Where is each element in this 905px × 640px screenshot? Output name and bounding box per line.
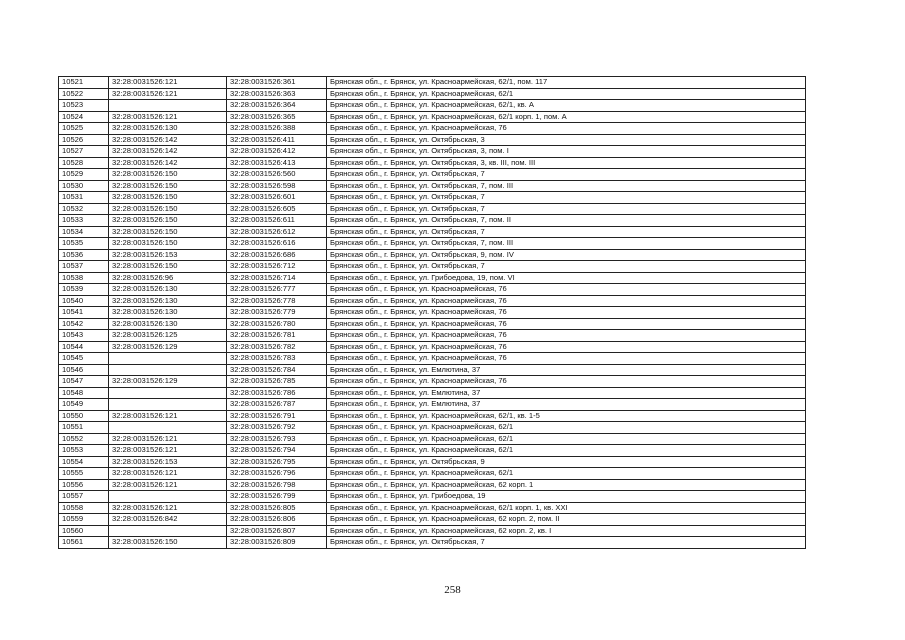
object-number-cell: 32:28:0031526:612 — [227, 226, 327, 238]
object-number-cell: 32:28:0031526:786 — [227, 387, 327, 399]
parcel-number-cell: 32:28:0031526:153 — [109, 249, 227, 261]
row-number-cell: 10550 — [59, 410, 109, 422]
object-number-cell: 32:28:0031526:794 — [227, 445, 327, 457]
table-row — [59, 295, 806, 307]
parcel-number-cell — [109, 399, 227, 411]
object-number-cell: 32:28:0031526:388 — [227, 123, 327, 135]
row-number-cell: 10556 — [59, 479, 109, 491]
parcel-number-cell: 32:28:0031526:150 — [109, 226, 227, 238]
address-cell: Брянская обл., г. Брянск, ул. Красноармейская, 62 корп. 2, кв. I — [327, 525, 806, 537]
row-number-cell: 10540 — [59, 295, 109, 307]
object-number-cell: 32:28:0031526:780 — [227, 318, 327, 330]
parcel-number-cell: 32:28:0031526:121 — [109, 77, 227, 89]
table-row — [59, 249, 806, 261]
parcel-number-cell: 32:28:0031526:121 — [109, 445, 227, 457]
parcel-number-cell: 32:28:0031526:121 — [109, 502, 227, 514]
table-row — [59, 88, 806, 100]
table-row — [59, 514, 806, 526]
object-number-cell: 32:28:0031526:616 — [227, 238, 327, 250]
object-number-cell: 32:28:0031526:605 — [227, 203, 327, 215]
parcel-number-cell — [109, 491, 227, 503]
row-number-cell: 10539 — [59, 284, 109, 296]
address-cell: Брянская обл., г. Брянск, ул. Красноармейская, 76 — [327, 318, 806, 330]
parcel-number-cell: 32:28:0031526:130 — [109, 318, 227, 330]
address-cell: Брянская обл., г. Брянск, ул. Красноармейская, 62/1 — [327, 445, 806, 457]
table-row — [59, 330, 806, 342]
table-row — [59, 456, 806, 468]
row-number-cell: 10552 — [59, 433, 109, 445]
table-row — [59, 387, 806, 399]
address-cell: Брянская обл., г. Брянск, ул. Октябрьская, 7 — [327, 226, 806, 238]
row-number-cell: 10561 — [59, 537, 109, 549]
table-row — [59, 284, 806, 296]
parcel-number-cell: 32:28:0031526:121 — [109, 468, 227, 480]
parcel-number-cell — [109, 353, 227, 365]
address-cell: Брянская обл., г. Брянск, ул. Октябрьская, 7 — [327, 169, 806, 181]
object-number-cell: 32:28:0031526:365 — [227, 111, 327, 123]
parcel-number-cell — [109, 422, 227, 434]
parcel-number-cell: 32:28:0031526:150 — [109, 203, 227, 215]
row-number-cell: 10542 — [59, 318, 109, 330]
object-number-cell: 32:28:0031526:798 — [227, 479, 327, 491]
table-row — [59, 364, 806, 376]
row-number-cell: 10545 — [59, 353, 109, 365]
object-number-cell: 32:28:0031526:787 — [227, 399, 327, 411]
row-number-cell: 10557 — [59, 491, 109, 503]
object-number-cell: 32:28:0031526:611 — [227, 215, 327, 227]
object-number-cell: 32:28:0031526:712 — [227, 261, 327, 273]
object-number-cell: 32:28:0031526:809 — [227, 537, 327, 549]
row-number-cell: 10543 — [59, 330, 109, 342]
object-number-cell: 32:28:0031526:784 — [227, 364, 327, 376]
row-number-cell: 10529 — [59, 169, 109, 181]
address-cell: Брянская обл., г. Брянск, ул. Красноармейская, 62/1 корп. 1, пом. А — [327, 111, 806, 123]
parcel-number-cell — [109, 100, 227, 112]
object-number-cell: 32:28:0031526:779 — [227, 307, 327, 319]
parcel-number-cell: 32:28:0031526:142 — [109, 146, 227, 158]
row-number-cell: 10533 — [59, 215, 109, 227]
parcel-number-cell: 32:28:0031526:130 — [109, 295, 227, 307]
parcel-number-cell: 32:28:0031526:121 — [109, 111, 227, 123]
address-cell: Брянская обл., г. Брянск, ул. Красноармейская, 76 — [327, 330, 806, 342]
object-number-cell: 32:28:0031526:807 — [227, 525, 327, 537]
parcel-number-cell: 32:28:0031526:130 — [109, 307, 227, 319]
address-cell: Брянская обл., г. Брянск, ул. Красноармейская, 62/1 — [327, 422, 806, 434]
table-row — [59, 77, 806, 89]
parcel-number-cell: 32:28:0031526:130 — [109, 123, 227, 135]
parcel-number-cell: 32:28:0031526:142 — [109, 134, 227, 146]
table-row — [59, 123, 806, 135]
address-cell: Брянская обл., г. Брянск, ул. Грибоедова, 19, пом. VI — [327, 272, 806, 284]
row-number-cell: 10525 — [59, 123, 109, 135]
row-number-cell: 10559 — [59, 514, 109, 526]
parcel-number-cell: 32:28:0031526:150 — [109, 537, 227, 549]
object-number-cell: 32:28:0031526:796 — [227, 468, 327, 480]
table-row — [59, 169, 806, 181]
address-cell: Брянская обл., г. Брянск, ул. Красноармейская, 62/1 корп. 1, кв. XXI — [327, 502, 806, 514]
table-row — [59, 525, 806, 537]
property-table — [58, 76, 806, 549]
address-cell: Брянская обл., г. Брянск, ул. Красноармейская, 62/1, кв. 1-5 — [327, 410, 806, 422]
table-row — [59, 157, 806, 169]
object-number-cell: 32:28:0031526:805 — [227, 502, 327, 514]
row-number-cell: 10535 — [59, 238, 109, 250]
address-cell: Брянская обл., г. Брянск, ул. Красноармейская, 62 корп. 2, пом. II — [327, 514, 806, 526]
address-cell: Брянская обл., г. Брянск, ул. Красноармейская, 76 — [327, 284, 806, 296]
address-cell: Брянская обл., г. Брянск, ул. Красноармейская, 62/1, кв. А — [327, 100, 806, 112]
address-cell: Брянская обл., г. Брянск, ул. Октябрьская, 3, пом. I — [327, 146, 806, 158]
parcel-number-cell: 32:28:0031526:142 — [109, 157, 227, 169]
parcel-number-cell: 32:28:0031526:129 — [109, 376, 227, 388]
row-number-cell: 10532 — [59, 203, 109, 215]
object-number-cell: 32:28:0031526:598 — [227, 180, 327, 192]
table-row — [59, 100, 806, 112]
row-number-cell: 10541 — [59, 307, 109, 319]
table-row — [59, 399, 806, 411]
table-row — [59, 491, 806, 503]
table-row — [59, 353, 806, 365]
row-number-cell: 10538 — [59, 272, 109, 284]
table-row — [59, 445, 806, 457]
address-cell: Брянская обл., г. Брянск, ул. Октябрьская, 7, пом. III — [327, 238, 806, 250]
parcel-number-cell: 32:28:0031526:150 — [109, 238, 227, 250]
object-number-cell: 32:28:0031526:601 — [227, 192, 327, 204]
row-number-cell: 10524 — [59, 111, 109, 123]
address-cell: Брянская обл., г. Брянск, ул. Красноармейская, 62/1 — [327, 433, 806, 445]
address-cell: Брянская обл., г. Брянск, ул. Красноармейская, 62/1, пом. 117 — [327, 77, 806, 89]
table-body — [59, 77, 806, 549]
object-number-cell: 32:28:0031526:791 — [227, 410, 327, 422]
row-number-cell: 10548 — [59, 387, 109, 399]
table-row — [59, 215, 806, 227]
object-number-cell: 32:28:0031526:714 — [227, 272, 327, 284]
row-number-cell: 10560 — [59, 525, 109, 537]
table-row — [59, 192, 806, 204]
table-row — [59, 272, 806, 284]
parcel-number-cell: 32:28:0031526:842 — [109, 514, 227, 526]
address-cell: Брянская обл., г. Брянск, ул. Красноармейская, 76 — [327, 376, 806, 388]
object-number-cell: 32:28:0031526:412 — [227, 146, 327, 158]
address-cell: Брянская обл., г. Брянск, ул. Октябрьская, 3, кв. III, пом. III — [327, 157, 806, 169]
object-number-cell: 32:28:0031526:781 — [227, 330, 327, 342]
object-number-cell: 32:28:0031526:785 — [227, 376, 327, 388]
row-number-cell: 10549 — [59, 399, 109, 411]
row-number-cell: 10531 — [59, 192, 109, 204]
address-cell: Брянская обл., г. Брянск, ул. Октябрьская, 9, пом. IV — [327, 249, 806, 261]
address-cell: Брянская обл., г. Брянск, ул. Октябрьская, 7 — [327, 261, 806, 273]
row-number-cell: 10536 — [59, 249, 109, 261]
address-cell: Брянская обл., г. Брянск, ул. Октябрьская, 7 — [327, 203, 806, 215]
object-number-cell: 32:28:0031526:806 — [227, 514, 327, 526]
address-cell: Брянская обл., г. Брянск, ул. Красноармейская, 62/1 — [327, 468, 806, 480]
table-row — [59, 307, 806, 319]
object-number-cell: 32:28:0031526:364 — [227, 100, 327, 112]
row-number-cell: 10530 — [59, 180, 109, 192]
table-row — [59, 422, 806, 434]
object-number-cell: 32:28:0031526:782 — [227, 341, 327, 353]
parcel-number-cell: 32:28:0031526:153 — [109, 456, 227, 468]
table-row — [59, 134, 806, 146]
address-cell: Брянская обл., г. Брянск, ул. Октябрьская, 7, пом. II — [327, 215, 806, 227]
table-row — [59, 318, 806, 330]
address-cell: Брянская обл., г. Брянск, ул. Емлютина, 37 — [327, 364, 806, 376]
parcel-number-cell: 32:28:0031526:96 — [109, 272, 227, 284]
parcel-number-cell: 32:28:0031526:129 — [109, 341, 227, 353]
address-cell: Брянская обл., г. Брянск, ул. Красноармейская, 76 — [327, 341, 806, 353]
object-number-cell: 32:28:0031526:361 — [227, 77, 327, 89]
row-number-cell: 10554 — [59, 456, 109, 468]
table-row — [59, 433, 806, 445]
parcel-number-cell: 32:28:0031526:130 — [109, 284, 227, 296]
address-cell: Брянская обл., г. Брянск, ул. Красноармейская, 62/1 — [327, 88, 806, 100]
table-row — [59, 341, 806, 353]
object-number-cell: 32:28:0031526:413 — [227, 157, 327, 169]
table-row — [59, 376, 806, 388]
address-cell: Брянская обл., г. Брянск, ул. Октябрьская, 7 — [327, 537, 806, 549]
address-cell: Брянская обл., г. Брянск, ул. Красноармейская, 76 — [327, 123, 806, 135]
parcel-number-cell: 32:28:0031526:125 — [109, 330, 227, 342]
parcel-number-cell: 32:28:0031526:121 — [109, 88, 227, 100]
address-cell: Брянская обл., г. Брянск, ул. Красноармейская, 76 — [327, 295, 806, 307]
page-number: 258 — [444, 584, 461, 596]
parcel-number-cell: 32:28:0031526:121 — [109, 479, 227, 491]
parcel-number-cell — [109, 364, 227, 376]
row-number-cell: 10526 — [59, 134, 109, 146]
table-row — [59, 502, 806, 514]
object-number-cell: 32:28:0031526:799 — [227, 491, 327, 503]
address-cell: Брянская обл., г. Брянск, ул. Красноармейская, 62 корп. 1 — [327, 479, 806, 491]
row-number-cell: 10551 — [59, 422, 109, 434]
row-number-cell: 10537 — [59, 261, 109, 273]
row-number-cell: 10546 — [59, 364, 109, 376]
row-number-cell: 10523 — [59, 100, 109, 112]
object-number-cell: 32:28:0031526:792 — [227, 422, 327, 434]
row-number-cell: 10527 — [59, 146, 109, 158]
row-number-cell: 10521 — [59, 77, 109, 89]
object-number-cell: 32:28:0031526:783 — [227, 353, 327, 365]
parcel-number-cell: 32:28:0031526:150 — [109, 180, 227, 192]
address-cell: Брянская обл., г. Брянск, ул. Октябрьская, 7, пом. III — [327, 180, 806, 192]
address-cell: Брянская обл., г. Брянск, ул. Красноармейская, 76 — [327, 353, 806, 365]
address-cell: Брянская обл., г. Брянск, ул. Емлютина, 37 — [327, 399, 806, 411]
object-number-cell: 32:28:0031526:411 — [227, 134, 327, 146]
row-number-cell: 10528 — [59, 157, 109, 169]
table-row — [59, 226, 806, 238]
table-row — [59, 537, 806, 549]
row-number-cell: 10522 — [59, 88, 109, 100]
row-number-cell: 10555 — [59, 468, 109, 480]
address-cell: Брянская обл., г. Брянск, ул. Грибоедова, 19 — [327, 491, 806, 503]
parcel-number-cell — [109, 387, 227, 399]
parcel-number-cell: 32:28:0031526:121 — [109, 410, 227, 422]
row-number-cell: 10534 — [59, 226, 109, 238]
object-number-cell: 32:28:0031526:560 — [227, 169, 327, 181]
object-number-cell: 32:28:0031526:363 — [227, 88, 327, 100]
parcel-number-cell: 32:28:0031526:150 — [109, 215, 227, 227]
table-row — [59, 479, 806, 491]
parcel-number-cell: 32:28:0031526:150 — [109, 169, 227, 181]
object-number-cell: 32:28:0031526:777 — [227, 284, 327, 296]
parcel-number-cell — [109, 525, 227, 537]
parcel-number-cell: 32:28:0031526:150 — [109, 261, 227, 273]
parcel-number-cell: 32:28:0031526:150 — [109, 192, 227, 204]
row-number-cell: 10558 — [59, 502, 109, 514]
address-cell: Брянская обл., г. Брянск, ул. Емлютина, 37 — [327, 387, 806, 399]
table-row — [59, 261, 806, 273]
row-number-cell: 10544 — [59, 341, 109, 353]
table-row — [59, 238, 806, 250]
object-number-cell: 32:28:0031526:778 — [227, 295, 327, 307]
address-cell: Брянская обл., г. Брянск, ул. Красноармейская, 76 — [327, 307, 806, 319]
table-row — [59, 203, 806, 215]
object-number-cell: 32:28:0031526:793 — [227, 433, 327, 445]
address-cell: Брянская обл., г. Брянск, ул. Октябрьская, 3 — [327, 134, 806, 146]
row-number-cell: 10553 — [59, 445, 109, 457]
table-row — [59, 111, 806, 123]
row-number-cell: 10547 — [59, 376, 109, 388]
table-row — [59, 410, 806, 422]
parcel-number-cell: 32:28:0031526:121 — [109, 433, 227, 445]
table-row — [59, 180, 806, 192]
table-row — [59, 146, 806, 158]
table-row — [59, 468, 806, 480]
object-number-cell: 32:28:0031526:795 — [227, 456, 327, 468]
address-cell: Брянская обл., г. Брянск, ул. Октябрьская, 7 — [327, 192, 806, 204]
object-number-cell: 32:28:0031526:686 — [227, 249, 327, 261]
address-cell: Брянская обл., г. Брянск, ул. Октябрьская, 9 — [327, 456, 806, 468]
